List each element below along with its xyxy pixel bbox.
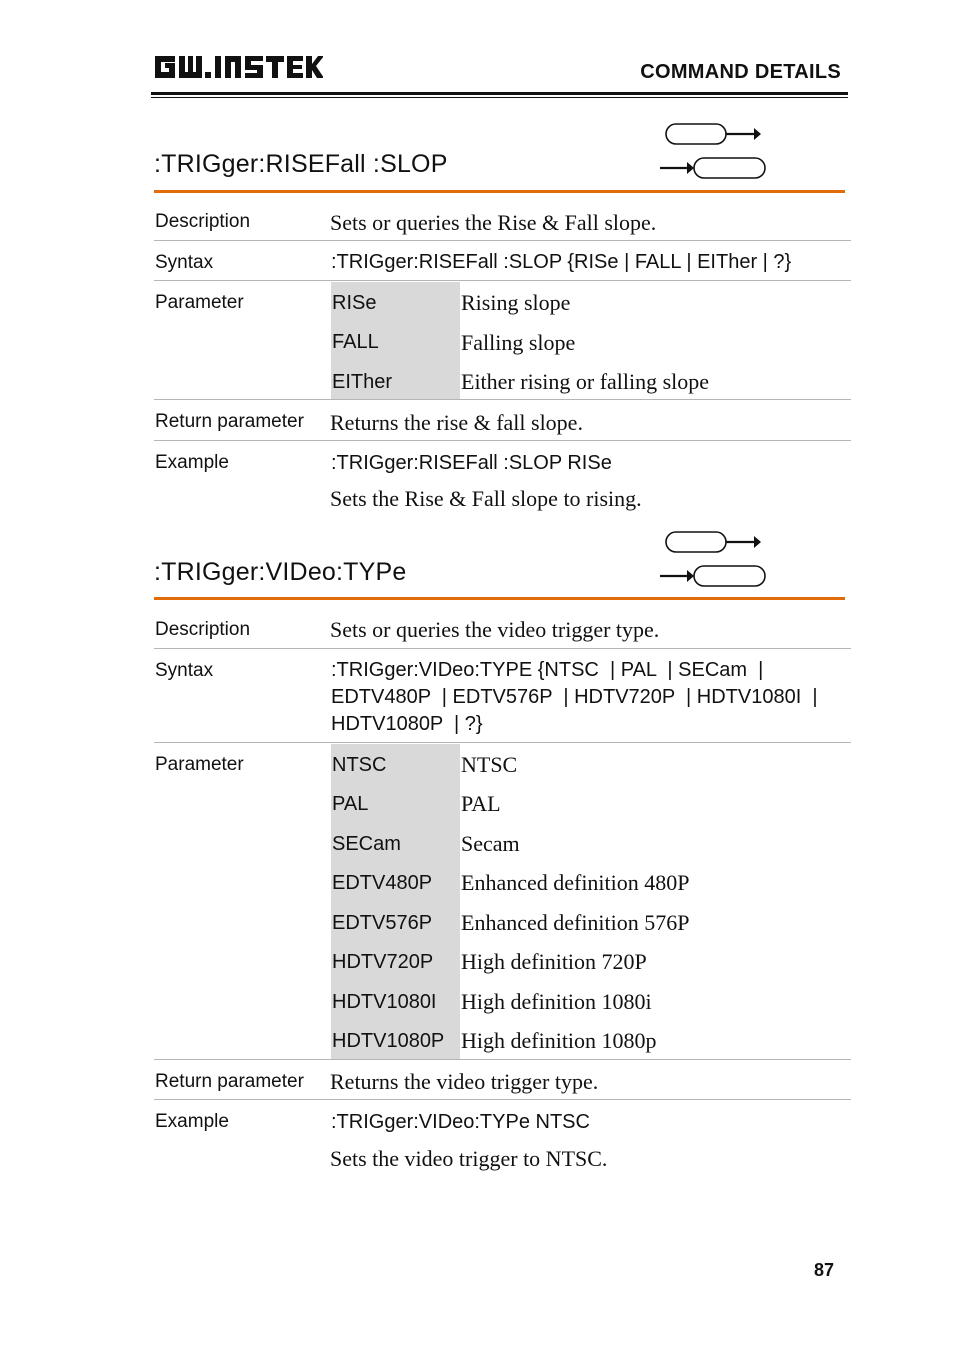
param-desc: Secam	[461, 831, 520, 856]
gw-instek-logo	[153, 52, 323, 82]
param-name: FALL	[332, 331, 379, 353]
param-name: NTSC	[332, 754, 387, 776]
param-desc: Falling slope	[461, 330, 576, 355]
label-parameter: Parameter	[155, 754, 244, 775]
row-separator	[154, 1099, 851, 1100]
param-desc: Enhanced definition 480P	[461, 870, 690, 895]
param-desc: High definition 720P	[461, 949, 647, 974]
label-description: Description	[155, 211, 251, 232]
example-text: Sets the video trigger to NTSC.	[330, 1146, 608, 1171]
set-query-icon	[660, 122, 770, 182]
syntax-line: :TRIGger:VIDeo:TYPE {NTSC | PAL | SECam |	[331, 659, 764, 681]
return-parameter-text: Returns the rise & fall slope.	[330, 410, 583, 435]
section-title-riseall-slop: :TRIGger:RISEFall :SLOP	[154, 150, 448, 178]
syntax-text: :TRIGger:RISEFall :SLOP {RISe | FALL | EITher | ?}	[331, 251, 792, 273]
example-command: :TRIGger:VIDeo:TYPe NTSC	[331, 1111, 590, 1133]
param-desc: Either rising or falling slope	[461, 369, 710, 394]
row-separator	[154, 742, 851, 743]
description-text: Sets or queries the video trigger type.	[330, 617, 660, 642]
param-name: EDTV576P	[332, 912, 433, 934]
param-name: RISe	[332, 292, 377, 314]
param-name: PAL	[332, 793, 369, 815]
page-number: 87	[813, 1260, 834, 1280]
set-query-icon	[660, 530, 770, 590]
param-desc: Rising slope	[461, 290, 571, 315]
param-desc: Enhanced definition 576P	[461, 910, 690, 935]
param-name: SECam	[332, 833, 401, 855]
param-name: HDTV720P	[332, 951, 434, 973]
label-example: Example	[155, 1111, 229, 1132]
syntax-line: HDTV1080P | ?}	[331, 713, 483, 735]
section-rule	[154, 190, 845, 193]
row-separator	[154, 1059, 851, 1060]
header-rule-thin	[151, 97, 848, 98]
label-example: Example	[155, 452, 229, 473]
label-description: Description	[155, 619, 251, 640]
row-separator	[154, 440, 851, 441]
param-name: EITher	[332, 371, 393, 393]
param-desc: PAL	[461, 791, 501, 816]
label-parameter: Parameter	[155, 292, 244, 313]
label-return-parameter: Return parameter	[155, 1071, 304, 1092]
example-command: :TRIGger:RISEFall :SLOP RISe	[331, 452, 612, 474]
section-rule	[154, 597, 845, 600]
row-separator	[154, 280, 851, 281]
syntax-line: EDTV480P | EDTV576P | HDTV720P | HDTV1080I |	[331, 686, 818, 708]
param-desc: NTSC	[461, 752, 518, 777]
param-desc: High definition 1080i	[461, 989, 652, 1014]
row-separator	[154, 240, 851, 241]
example-text: Sets the Rise & Fall slope to rising.	[330, 486, 642, 511]
header-rule	[151, 92, 848, 95]
chapter-title: COMMAND DETAILS	[640, 61, 841, 83]
param-name: HDTV1080P	[332, 1030, 445, 1052]
param-name: HDTV1080I	[332, 991, 437, 1013]
label-return-parameter: Return parameter	[155, 411, 304, 432]
return-parameter-text: Returns the video trigger type.	[330, 1069, 599, 1094]
section-title-video-type: :TRIGger:VIDeo:TYPe	[154, 558, 407, 586]
description-text: Sets or queries the Rise & Fall slope.	[330, 210, 657, 235]
param-name: EDTV480P	[332, 872, 433, 894]
row-separator	[154, 648, 851, 649]
label-syntax: Syntax	[155, 660, 214, 681]
label-syntax: Syntax	[155, 252, 214, 273]
param-desc: High definition 1080p	[461, 1028, 657, 1053]
row-separator	[154, 399, 851, 400]
